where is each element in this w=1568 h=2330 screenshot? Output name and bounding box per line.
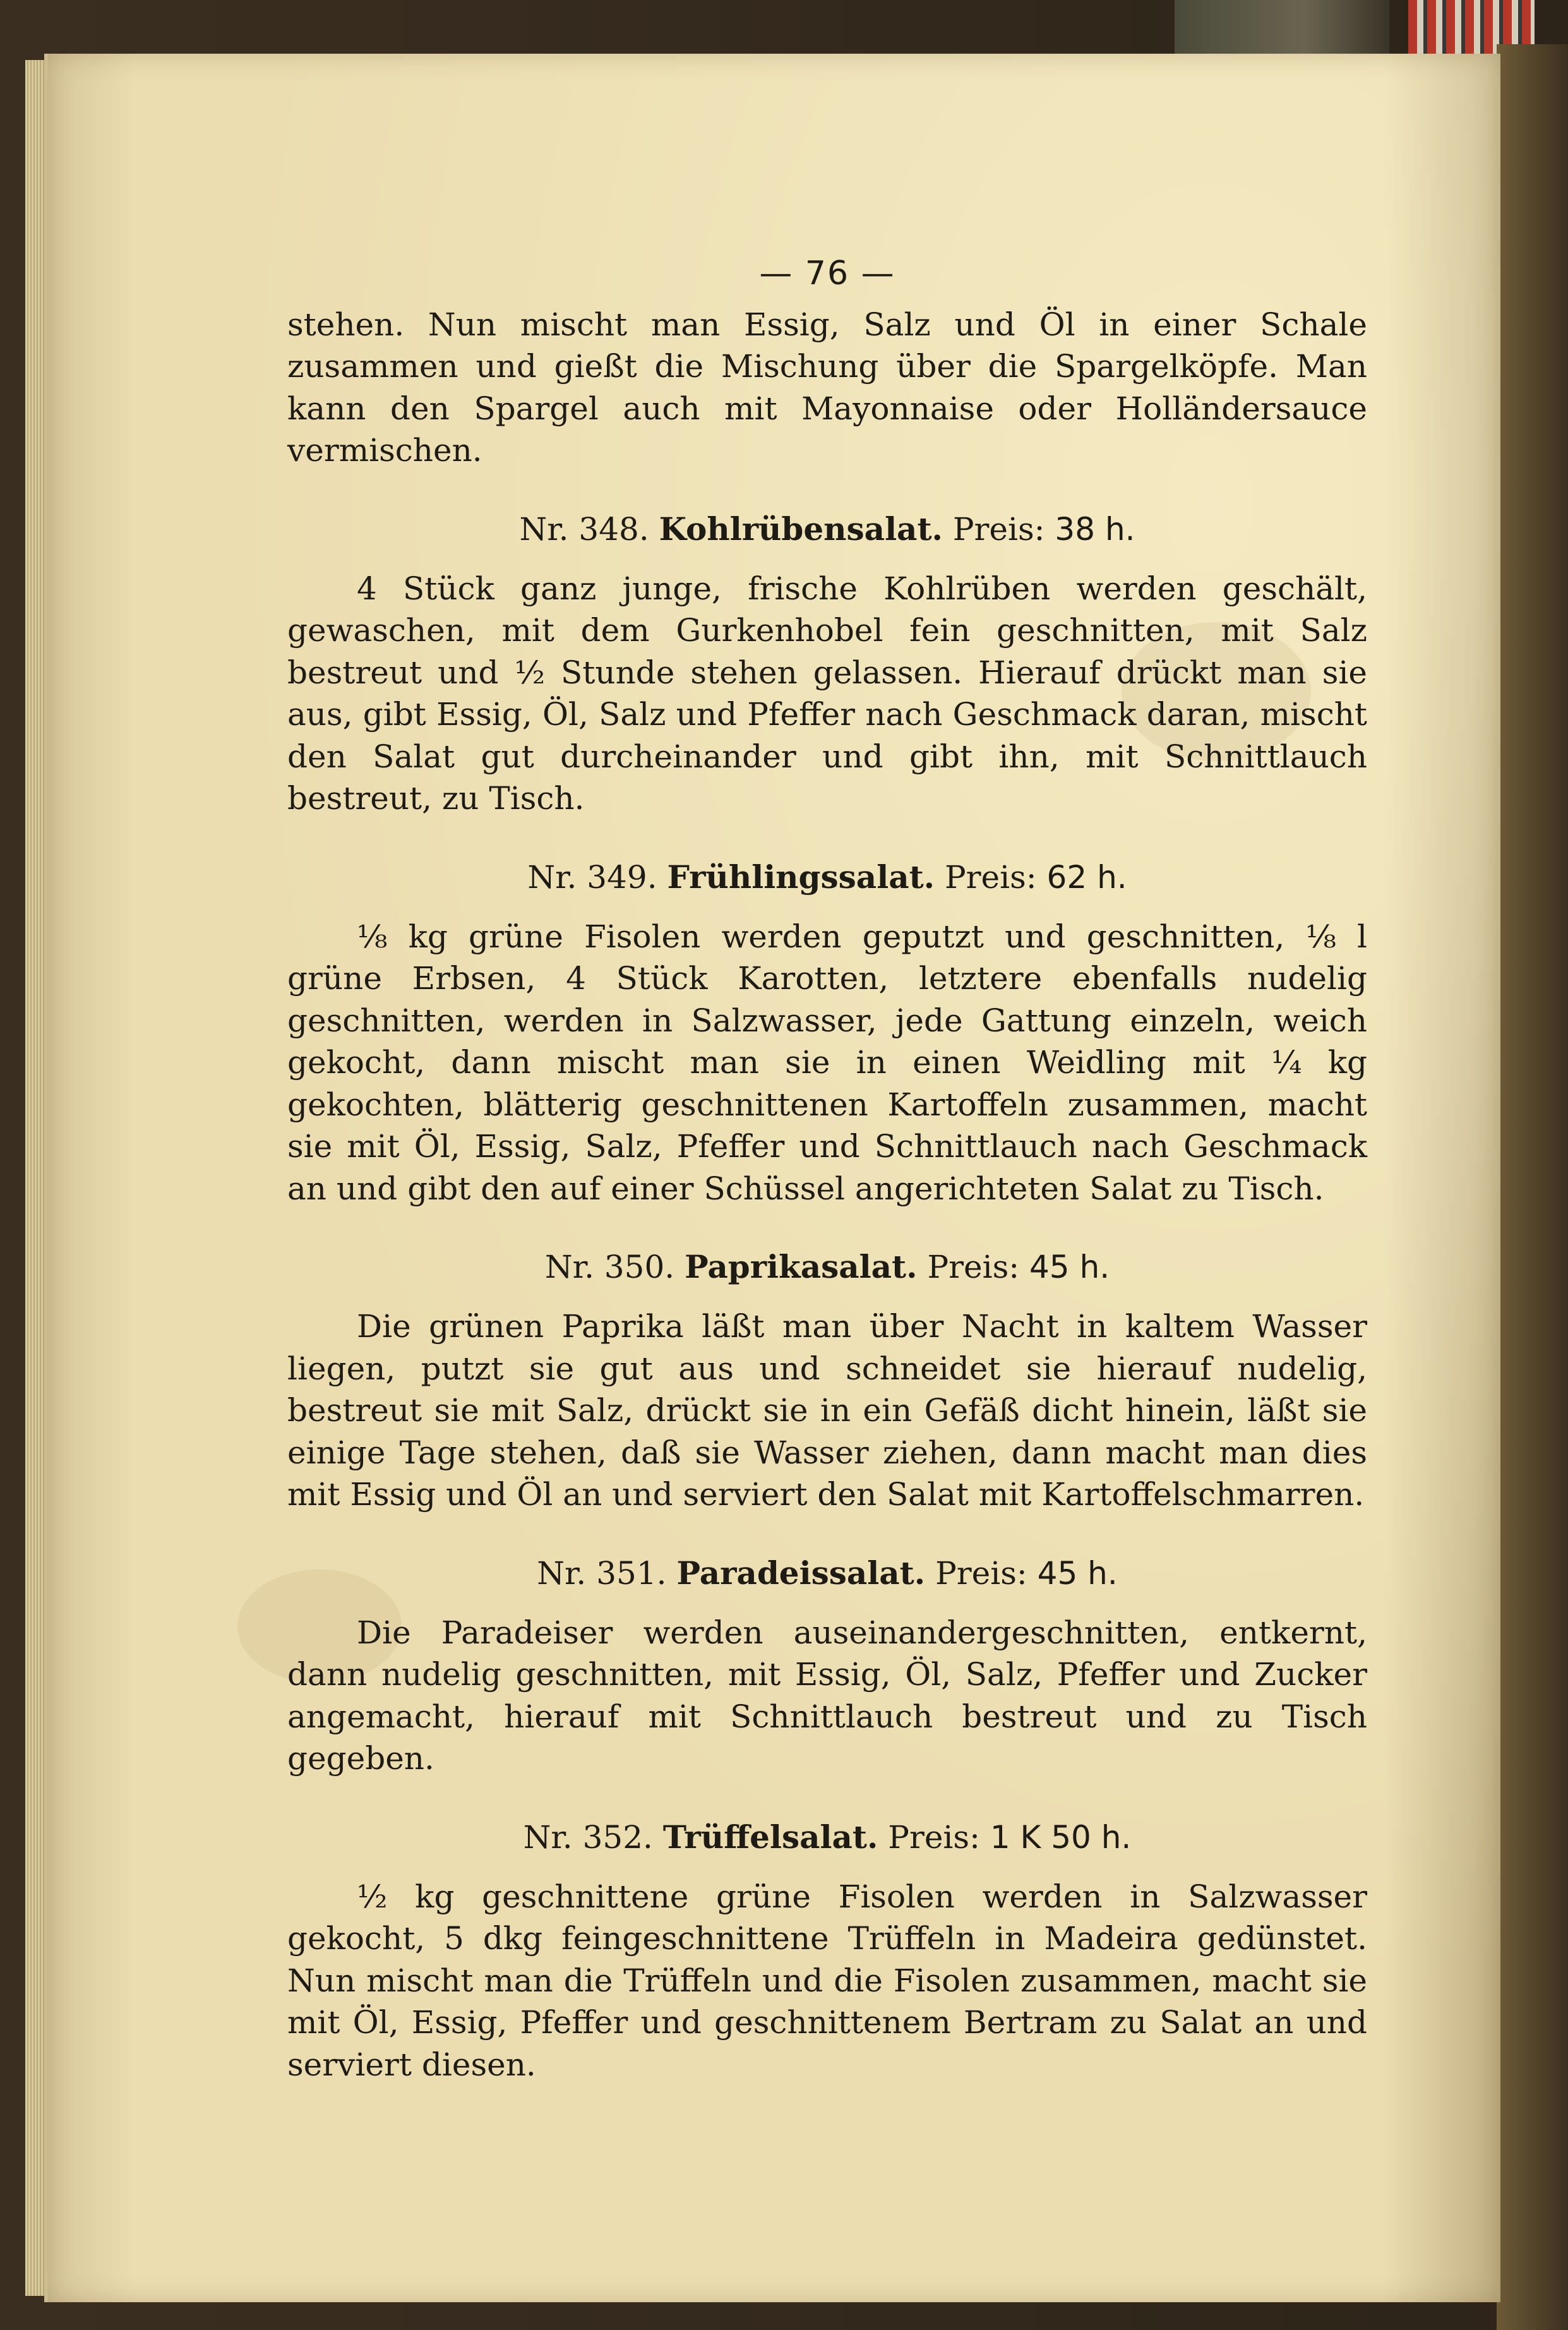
recipe-title: Trüffelsalat. bbox=[662, 1818, 878, 1856]
recipe-number: Nr. 351. bbox=[537, 1554, 667, 1592]
recipe-heading bbox=[287, 508, 1367, 550]
recipe-text: ⅛ kg grüne Fisolen werden geputzt und geschnitten, ⅛ l grüne Erbsen, 4 Stück Karotten, letztere ebenfalls nudelig geschnitten, werden in Salzwasser, jede Gattung einzeln, weich gekocht, dann mischt man sie in einen Weidling mit ¼ kg gekochten, blätterig geschnittenen Kartoffeln zusammen, macht sie mit Öl, Essig, Salz, Pfeffer und Schnittlauch nach Geschmack an und gibt den auf einer Schüssel angerichteten Salat zu Tisch. bbox=[287, 918, 1367, 1207]
recipe-number: Nr. 348. bbox=[519, 510, 649, 548]
recipe-number: Nr. 350. bbox=[544, 1249, 675, 1285]
recipe-350 bbox=[287, 1246, 1367, 1516]
recipe-heading bbox=[287, 1246, 1367, 1288]
recipe-heading bbox=[287, 856, 1367, 898]
recipe-number: Nr. 349. bbox=[527, 858, 657, 896]
price-label: Preis: bbox=[935, 1554, 1027, 1592]
page-number: — 76 — bbox=[759, 255, 895, 292]
recipe-348 bbox=[287, 508, 1367, 820]
recipe-price: 1 K 50 h. bbox=[990, 1818, 1132, 1856]
recipe-number: Nr. 352. bbox=[523, 1818, 653, 1856]
recipe-text: Die grünen Paprika läßt man über Nacht in kaltem Wasser liegen, putzt sie gut aus und schneidet sie hierauf nudelig, bestreut sie mit Salz, drückt sie in ein Gefäß dicht hinein, läßt sie einige Tage stehen, daß sie Wasser ziehen, dann macht man dies mit Essig und Öl an und serviert den Salat mit Kartoffelschmarren. bbox=[287, 1308, 1367, 1513]
recipe-price: 45 h. bbox=[1037, 1554, 1118, 1592]
recipe-price: 38 h. bbox=[1055, 510, 1135, 548]
recipe-title: Paradeissalat. bbox=[676, 1554, 926, 1592]
price-label: Preis: bbox=[927, 1249, 1020, 1285]
intro-paragraph: stehen. Nun mischt man Essig, Salz und Öl in einer Schale zusammen und gießt die Mischung über die Spargelköpfe. Man kann den Spargel auch mit Mayonnaise oder Holländersauce vermischen. bbox=[287, 306, 1367, 469]
recipe-price: 62 h. bbox=[1046, 858, 1127, 896]
recipe-349 bbox=[287, 856, 1367, 1210]
recipe-text: Die Paradeiser werden auseinandergeschnitten, entkernt, dann nudelig geschnitten, mit Essig, Öl, Salz, Pfeffer und Zucker angemacht, hierauf mit Schnittlauch bestreut und zu Tisch gegeben. bbox=[287, 1614, 1367, 1777]
recipe-352 bbox=[287, 1817, 1367, 2086]
book-binding bbox=[1175, 0, 1389, 57]
recipe-price: 45 h. bbox=[1029, 1249, 1110, 1285]
recipe-heading bbox=[287, 1817, 1367, 1858]
recipe-text: 4 Stück ganz junge, frische Kohlrüben werden geschält, gewaschen, mit dem Gurkenhobel fein geschnitten, mit Salz bestreut und ½ Stunde stehen gelassen. Hierauf drückt man sie aus, gibt Essig, Öl, Salz und Pfeffer nach Geschmack daran, mischt den Salat gut durcheinander und gibt ihn, mit Schnittlauch bestreut, zu Tisch. bbox=[287, 570, 1367, 817]
recipe-text: ½ kg geschnittene grüne Fisolen werden in Salzwasser gekocht, 5 dkg feingeschnittene Trüffeln in Madeira gedünstet. Nun mischt man die Trüffeln und die Fisolen zusammen, macht sie mit Öl, Essig, Pfeffer und geschnittenem Bertram zu Salat an und serviert diesen. bbox=[287, 1878, 1367, 2083]
recipe-title: Kohlrübensalat. bbox=[659, 510, 943, 548]
price-label: Preis: bbox=[952, 510, 1045, 548]
recipe-title: Paprikasalat. bbox=[685, 1248, 918, 1285]
page-text bbox=[287, 253, 1367, 2086]
price-label: Preis: bbox=[888, 1818, 980, 1856]
gutter-shadow bbox=[1497, 44, 1568, 2330]
recipe-title: Frühlingssalat. bbox=[667, 858, 935, 896]
recipe-heading bbox=[287, 1552, 1367, 1594]
recipe-351 bbox=[287, 1552, 1367, 1780]
price-label: Preis: bbox=[945, 858, 1037, 896]
